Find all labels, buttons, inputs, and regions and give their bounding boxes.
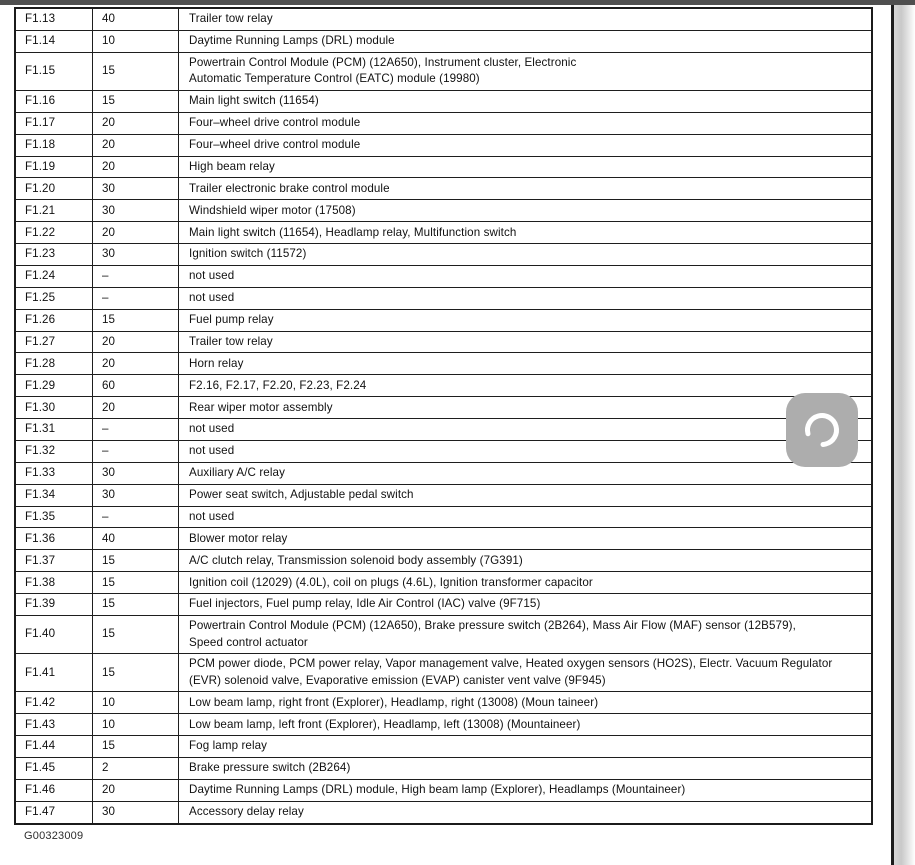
fuse-id-cell: F1.23 <box>16 244 93 265</box>
refresh-spinner-icon <box>800 408 844 452</box>
description-line: Windshield wiper motor (17508) <box>189 203 356 217</box>
table-row <box>16 506 871 528</box>
table-row <box>16 527 871 549</box>
fuse-id-cell: F1.46 <box>16 780 93 801</box>
amp-rating-cell: 15 <box>93 736 179 757</box>
amp-rating-cell: 20 <box>93 157 179 178</box>
fuse-id-cell: F1.22 <box>16 222 93 243</box>
description-line: Trailer electronic brake control module <box>189 181 390 195</box>
description-line: Daytime Running Lamps (DRL) module <box>189 34 395 48</box>
amp-rating-cell: 20 <box>93 780 179 801</box>
description-line: Fuel pump relay <box>189 313 274 327</box>
amp-rating-cell: 15 <box>93 594 179 615</box>
description-line: Powertrain Control Module (PCM) (12A650), Instrument cluster, Electronic <box>189 56 577 70</box>
circuit-description-cell <box>179 802 871 823</box>
fuse-id-cell: F1.35 <box>16 507 93 528</box>
table-row <box>16 112 871 134</box>
amp-rating-cell: 20 <box>93 222 179 243</box>
description-line: Horn relay <box>189 356 244 370</box>
amp-rating-cell: 15 <box>93 616 179 653</box>
fuse-id-cell: F1.45 <box>16 758 93 779</box>
description-line: Four–wheel drive control module <box>189 138 361 152</box>
amp-rating-cell: 30 <box>93 244 179 265</box>
top-edge-bar <box>0 0 915 5</box>
circuit-description-cell <box>179 53 871 90</box>
circuit-description-cell <box>179 397 871 418</box>
circuit-description-cell <box>179 441 871 462</box>
circuit-description-cell <box>179 31 871 52</box>
table-row <box>16 462 871 484</box>
table-row <box>16 691 871 713</box>
description-line: Auxiliary A/C relay <box>189 466 285 480</box>
fuse-id-cell: F1.16 <box>16 91 93 112</box>
amp-rating-cell: 20 <box>93 353 179 374</box>
amp-rating-cell: 30 <box>93 463 179 484</box>
fuse-id-cell: F1.24 <box>16 266 93 287</box>
amp-rating-cell: 15 <box>93 91 179 112</box>
page-edge-shadow <box>894 0 915 865</box>
fuse-id-cell: F1.31 <box>16 419 93 440</box>
description-line: Daytime Running Lamps (DRL) module, High beam lamp (Explorer), Headlamps (Mountaineer) <box>189 783 686 797</box>
table-row <box>16 243 871 265</box>
fuse-id-cell: F1.29 <box>16 375 93 396</box>
fuse-id-cell: F1.44 <box>16 736 93 757</box>
description-line: PCM power diode, PCM power relay, Vapor management valve, Heated oxygen sensors (HO2S), Electr. Vacuum Regulator <box>189 657 833 671</box>
table-row <box>16 440 871 462</box>
circuit-description-cell <box>179 113 871 134</box>
circuit-description-cell <box>179 594 871 615</box>
amp-rating-cell: 15 <box>93 654 179 691</box>
fuse-id-cell: F1.33 <box>16 463 93 484</box>
description-line: High beam relay <box>189 159 275 173</box>
amp-rating-cell: 20 <box>93 135 179 156</box>
fuse-id-cell: F1.39 <box>16 594 93 615</box>
circuit-description-cell <box>179 692 871 713</box>
amp-rating-cell: – <box>93 266 179 287</box>
amp-rating-cell: 2 <box>93 758 179 779</box>
description-line: Power seat switch, Adjustable pedal switch <box>189 488 414 502</box>
table-row <box>16 571 871 593</box>
table-row <box>16 52 871 90</box>
description-line: F2.16, F2.17, F2.20, F2.23, F2.24 <box>189 378 367 392</box>
amp-rating-cell: – <box>93 441 179 462</box>
amp-rating-cell: 20 <box>93 113 179 134</box>
fuse-id-cell: F1.25 <box>16 288 93 309</box>
fuse-id-cell: F1.17 <box>16 113 93 134</box>
fuse-id-cell: F1.32 <box>16 441 93 462</box>
fuse-id-cell: F1.28 <box>16 353 93 374</box>
description-line: not used <box>189 269 235 283</box>
amp-rating-cell: 40 <box>93 9 179 30</box>
circuit-description-cell <box>179 572 871 593</box>
description-line: Blower motor relay <box>189 531 288 545</box>
table-row <box>16 156 871 178</box>
description-line: Powertrain Control Module (PCM) (12A650), Brake pressure switch (2B264), Mass Air Flow (MAF) sensor (12B579), <box>189 619 796 633</box>
circuit-description-cell <box>179 485 871 506</box>
description-line: not used <box>189 444 235 458</box>
amp-rating-cell: – <box>93 507 179 528</box>
table-row <box>16 90 871 112</box>
amp-rating-cell: 15 <box>93 310 179 331</box>
fuse-id-cell: F1.38 <box>16 572 93 593</box>
table-row <box>16 418 871 440</box>
circuit-description-cell <box>179 157 871 178</box>
table-row <box>16 177 871 199</box>
description-line: Low beam lamp, left front (Explorer), Headlamp, left (13008) (Mountaineer) <box>189 717 581 731</box>
fuse-id-cell: F1.47 <box>16 802 93 823</box>
table-row <box>16 396 871 418</box>
circuit-description-cell <box>179 507 871 528</box>
table-row <box>16 287 871 309</box>
circuit-description-cell <box>179 463 871 484</box>
circuit-description-cell <box>179 91 871 112</box>
amp-rating-cell: – <box>93 288 179 309</box>
fuse-table <box>14 7 873 825</box>
fuse-id-cell: F1.34 <box>16 485 93 506</box>
circuit-description-cell <box>179 222 871 243</box>
amp-rating-cell: 30 <box>93 485 179 506</box>
description-line: Brake pressure switch (2B264) <box>189 761 351 775</box>
circuit-description-cell <box>179 288 871 309</box>
table-row <box>16 713 871 735</box>
fuse-id-cell: F1.30 <box>16 397 93 418</box>
amp-rating-cell: 30 <box>93 178 179 199</box>
fuse-id-cell: F1.36 <box>16 528 93 549</box>
description-line: Low beam lamp, right front (Explorer), Headlamp, right (13008) (Moun taineer) <box>189 695 599 709</box>
amp-rating-cell: 10 <box>93 714 179 735</box>
description-line: Ignition coil (12029) (4.0L), coil on plugs (4.6L), Ignition transformer capacitor <box>189 575 593 589</box>
circuit-description-cell <box>179 758 871 779</box>
table-row <box>16 735 871 757</box>
amp-rating-cell: 40 <box>93 528 179 549</box>
loading-overlay <box>786 393 858 467</box>
description-line: not used <box>189 509 235 523</box>
description-line: Main light switch (11654) <box>189 94 319 108</box>
description-line: Fog lamp relay <box>189 739 268 753</box>
amp-rating-cell: 15 <box>93 550 179 571</box>
circuit-description-cell <box>179 200 871 221</box>
table-row <box>16 779 871 801</box>
table-row <box>16 352 871 374</box>
amp-rating-cell: 60 <box>93 375 179 396</box>
fuse-id-cell: F1.41 <box>16 654 93 691</box>
table-row <box>16 593 871 615</box>
circuit-description-cell <box>179 528 871 549</box>
table-row <box>16 309 871 331</box>
table-row <box>16 221 871 243</box>
table-row <box>16 199 871 221</box>
fuse-id-cell: F1.15 <box>16 53 93 90</box>
fuse-id-cell: F1.14 <box>16 31 93 52</box>
amp-rating-cell: 10 <box>93 692 179 713</box>
description-line: Accessory delay relay <box>189 805 304 819</box>
description-line: A/C clutch relay, Transmission solenoid body assembly (7G391) <box>189 553 523 567</box>
circuit-description-cell <box>179 244 871 265</box>
circuit-description-cell <box>179 736 871 757</box>
table-row <box>16 374 871 396</box>
table-row <box>16 757 871 779</box>
circuit-description-cell <box>179 616 871 653</box>
circuit-description-cell <box>179 266 871 287</box>
description-line: Rear wiper motor assembly <box>189 400 333 414</box>
description-line: Ignition switch (11572) <box>189 247 307 261</box>
amp-rating-cell: 15 <box>93 53 179 90</box>
table-row <box>16 265 871 287</box>
amp-rating-cell: 15 <box>93 572 179 593</box>
fuse-id-cell: F1.19 <box>16 157 93 178</box>
table-row <box>16 615 871 653</box>
description-line: Main light switch (11654), Headlamp relay, Multifunction switch <box>189 225 517 239</box>
figure-code: G00323009 <box>24 830 84 842</box>
circuit-description-cell <box>179 310 871 331</box>
fuse-id-cell: F1.20 <box>16 178 93 199</box>
circuit-description-cell <box>179 375 871 396</box>
circuit-description-cell <box>179 550 871 571</box>
description-line: (EVR) solenoid valve, Evaporative emission (EVAP) canister vent valve (9F945) <box>189 673 606 687</box>
table-row <box>16 549 871 571</box>
circuit-description-cell <box>179 419 871 440</box>
table-row <box>16 653 871 691</box>
fuse-id-cell: F1.27 <box>16 332 93 353</box>
fuse-id-cell: F1.43 <box>16 714 93 735</box>
fuse-id-cell: F1.37 <box>16 550 93 571</box>
table-row <box>16 801 871 823</box>
table-row <box>16 484 871 506</box>
circuit-description-cell <box>179 780 871 801</box>
description-line: not used <box>189 291 235 305</box>
circuit-description-cell <box>179 332 871 353</box>
amp-rating-cell: 30 <box>93 200 179 221</box>
fuse-id-cell: F1.21 <box>16 200 93 221</box>
circuit-description-cell <box>179 135 871 156</box>
amp-rating-cell: 20 <box>93 332 179 353</box>
table-row <box>16 134 871 156</box>
amp-rating-cell: 20 <box>93 397 179 418</box>
description-line: Fuel injectors, Fuel pump relay, Idle Air Control (IAC) valve (9F715) <box>189 597 541 611</box>
amp-rating-cell: – <box>93 419 179 440</box>
table-row <box>16 331 871 353</box>
amp-rating-cell: 30 <box>93 802 179 823</box>
description-line: Trailer tow relay <box>189 334 273 348</box>
description-line: Speed control actuator <box>189 635 308 649</box>
description-line: Trailer tow relay <box>189 12 273 26</box>
circuit-description-cell <box>179 654 871 691</box>
amp-rating-cell: 10 <box>93 31 179 52</box>
page-edge-line <box>891 0 894 865</box>
description-line: Automatic Temperature Control (EATC) module (19980) <box>189 72 480 86</box>
table-row <box>16 30 871 52</box>
fuse-id-cell: F1.13 <box>16 9 93 30</box>
fuse-id-cell: F1.26 <box>16 310 93 331</box>
circuit-description-cell <box>179 714 871 735</box>
circuit-description-cell <box>179 178 871 199</box>
fuse-id-cell: F1.42 <box>16 692 93 713</box>
fuse-id-cell: F1.18 <box>16 135 93 156</box>
table-row <box>16 9 871 30</box>
circuit-description-cell <box>179 353 871 374</box>
description-line: not used <box>189 422 235 436</box>
fuse-id-cell: F1.40 <box>16 616 93 653</box>
description-line: Four–wheel drive control module <box>189 116 361 130</box>
circuit-description-cell <box>179 9 871 30</box>
